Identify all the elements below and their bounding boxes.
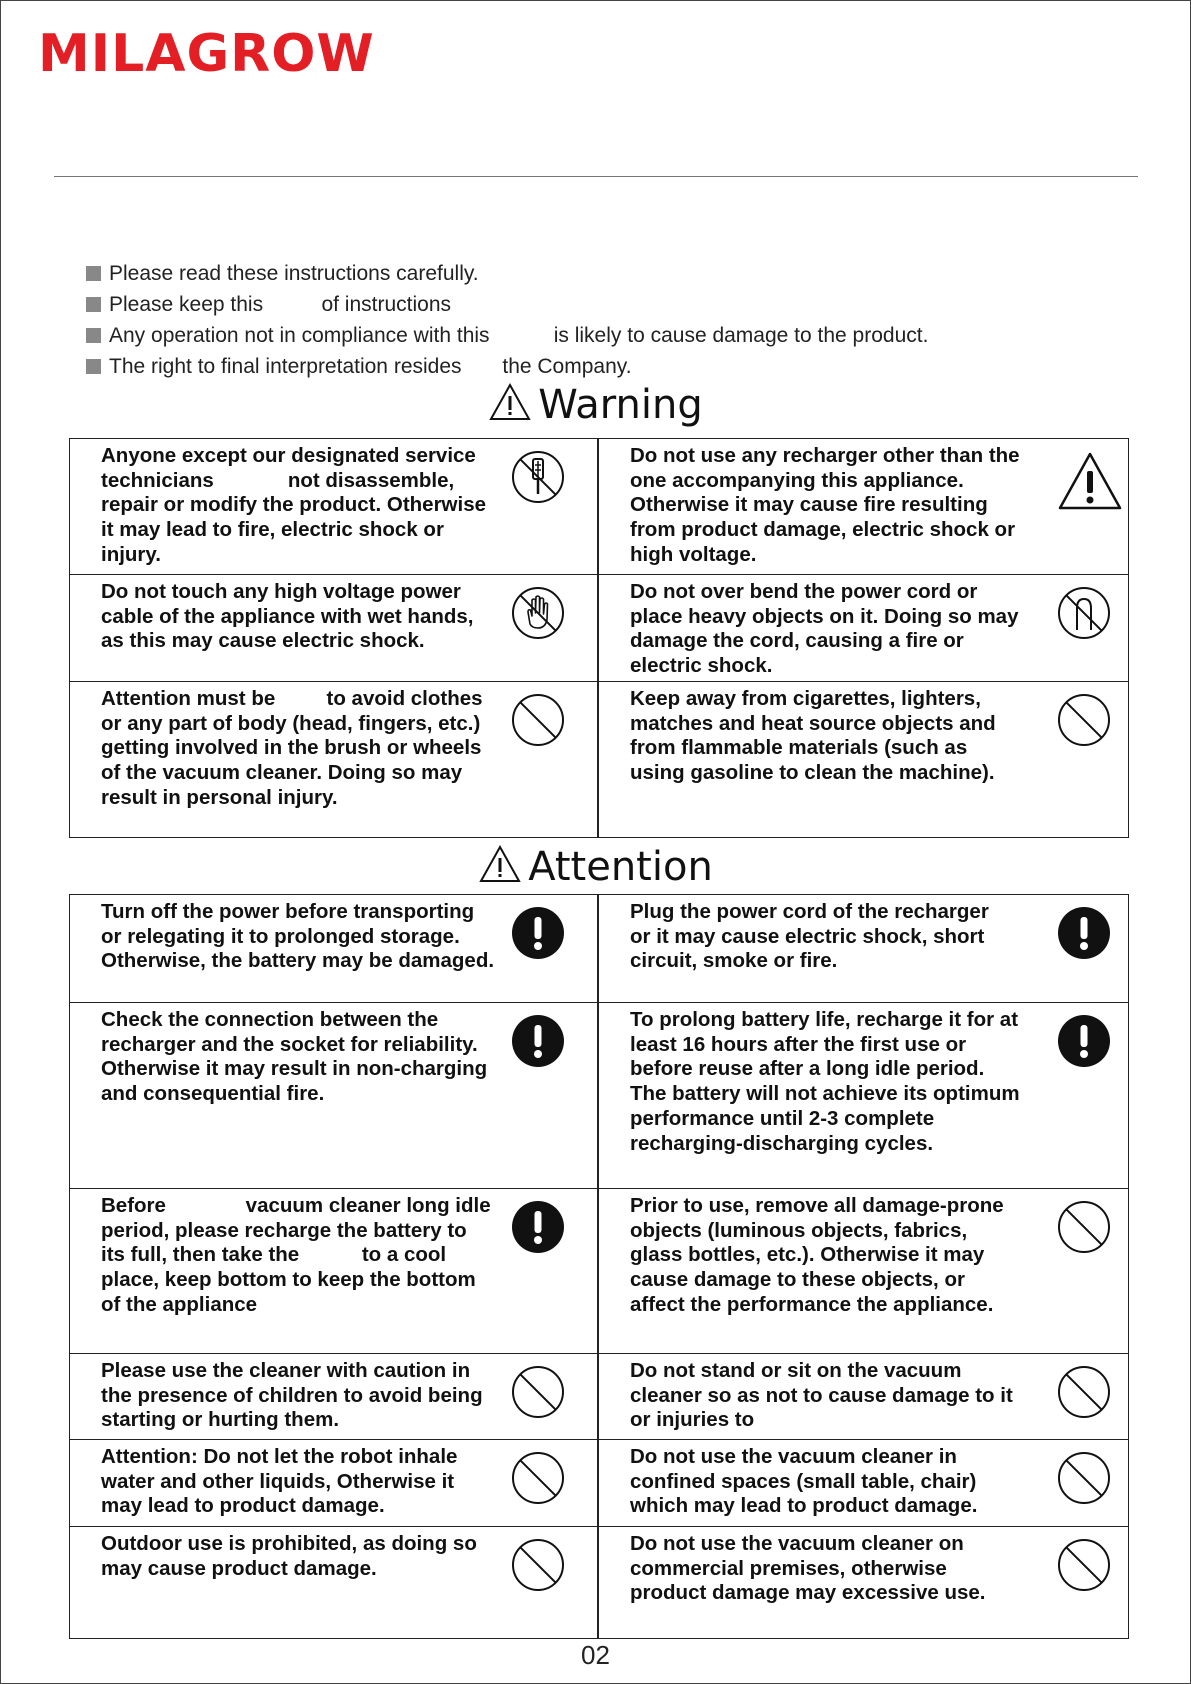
attention-row (70, 1439, 1128, 1526)
no-screwdriver-icon (511, 450, 565, 509)
attention-cell (70, 1440, 599, 1526)
warning-text: Do not touch any high voltage power cable of the appliance with wet hands, as this may cause electric shock. (101, 580, 480, 653)
warning-text: Keep away from cigarettes, lighters, matches and heat source objects and from flammable materials (such as using gasoline to clean the machine). (630, 687, 1002, 785)
note-text: Please keep this of instructions (109, 293, 451, 316)
warning-title: Warning (538, 382, 703, 428)
instruction-notes (86, 258, 928, 382)
prohibited-icon (511, 1365, 565, 1424)
attention-row (70, 1002, 1128, 1188)
attention-text: Attention: Do not let the robot inhale water and other liquids, Otherwise it may lead to product damage. (101, 1445, 464, 1518)
attention-text: Turn off the power before transporting or relegating it to prolonged storage. Otherwise, the battery may be damaged. (101, 900, 495, 973)
warning-table (69, 438, 1129, 838)
attention-cell (599, 1354, 1128, 1439)
warning-heading (0, 382, 1191, 428)
attention-row (70, 1188, 1128, 1353)
mandatory-icon (1057, 906, 1111, 965)
attention-cell (599, 895, 1128, 1002)
attention-cell (70, 1354, 599, 1439)
attention-cell (70, 895, 599, 1002)
brand-logo: MILAGROW (38, 24, 375, 84)
note-item (86, 289, 928, 320)
note-text: Please read these instructions carefully. (109, 262, 479, 285)
warning-cell (70, 682, 599, 837)
mandatory-icon (511, 1014, 565, 1073)
attention-cell (599, 1189, 1128, 1353)
bullet-square-icon (86, 328, 101, 343)
prohibited-icon (1057, 1538, 1111, 1597)
attention-row (70, 895, 1128, 1002)
mandatory-icon (1057, 1014, 1111, 1073)
bullet-square-icon (86, 297, 101, 312)
note-text: The right to final interpretation resides the Company. (109, 355, 632, 378)
mandatory-icon (511, 1200, 565, 1259)
prohibited-icon (511, 1451, 565, 1510)
prohibited-icon (1057, 1365, 1111, 1424)
warning-row (70, 574, 1128, 681)
warning-text: Do not use any recharger other than the one accompanying this appliance. Otherwise it may cause fire resulting from product damage, electric shock or high voltage. (630, 444, 1026, 566)
prohibited-icon (1057, 693, 1111, 752)
warning-row (70, 439, 1128, 574)
attention-text: Outdoor use is prohibited, as doing so may cause product damage. (101, 1532, 483, 1580)
warning-cell (70, 439, 599, 574)
attention-text: Check the connection between the recharger and the socket for reliability. Otherwise it may result in non-charging and consequential fire. (101, 1008, 493, 1106)
attention-text: Do not use the vacuum cleaner on commercial premises, otherwise product damage may excessive use. (630, 1532, 986, 1605)
page-number: 02 (581, 1640, 610, 1670)
attention-text: Do not use the vacuum cleaner in confined spaces (small table, chair) which may lead to product damage. (630, 1445, 983, 1518)
attention-cell (70, 1189, 599, 1353)
bullet-square-icon (86, 359, 101, 374)
attention-cell (70, 1003, 599, 1188)
attention-text: To prolong battery life, recharge it for at least 16 hours after the first use or before reuse after a long idle period. The battery will not achieve its optimum performance until 2-3 complete recharging-discharging cycles. (630, 1008, 1026, 1155)
warning-row (70, 681, 1128, 837)
warning-cell (70, 575, 599, 681)
warning-text: Attention must be to avoid clothes or any part of body (head, fingers, etc.) getting involved in the brush or wheels of the vacuum cleaner. Doing so may result in personal injury. (101, 687, 489, 809)
header-divider (54, 176, 1138, 177)
prohibited-icon (1057, 1451, 1111, 1510)
attention-cell (599, 1440, 1128, 1526)
caution-triangle-icon (1057, 451, 1123, 516)
warning-cell (599, 439, 1128, 574)
warning-text: Anyone except our designated service technicians not disassemble, repair or modify the product. Otherwise it may lead to fire, electric shock or injury. (101, 444, 492, 566)
no-bend-cord-icon (1057, 586, 1111, 645)
prohibited-icon (511, 693, 565, 752)
attention-text: Do not stand or sit on the vacuum cleaner so as not to cause damage to it or injuries to (630, 1359, 1019, 1432)
attention-heading (0, 844, 1191, 890)
warning-text: Do not over bend the power cord or place heavy objects on it. Doing so may damage the cord, causing a fire or electric shock. (630, 580, 1025, 678)
attention-cell (599, 1003, 1128, 1188)
attention-text: Before vacuum cleaner long idle period, please recharge the battery to its full, then take the to a cool place, keep bottom to keep the bottom of the appliance (101, 1194, 497, 1316)
warning-triangle-icon (488, 382, 532, 422)
warning-cell (599, 575, 1128, 681)
note-text: Any operation not in compliance with this is likely to cause damage to the product. (109, 324, 929, 347)
note-item (86, 320, 928, 351)
prohibited-icon (511, 1538, 565, 1597)
mandatory-icon (511, 906, 565, 965)
no-wet-hands-icon (511, 586, 565, 645)
attention-cell (70, 1527, 599, 1638)
warning-triangle-icon (478, 844, 522, 884)
prohibited-icon (1057, 1200, 1111, 1259)
note-item (86, 351, 928, 382)
attention-table (69, 894, 1129, 1639)
note-item (86, 258, 928, 289)
attention-row (70, 1353, 1128, 1439)
attention-text: Prior to use, remove all damage-prone objects (luminous objects, fabrics, glass bottles, etc.). Otherwise it may cause damage to these objects, or affect the performance the appliance. (630, 1194, 1010, 1316)
attention-cell (599, 1527, 1128, 1638)
warning-cell (599, 682, 1128, 837)
attention-title: Attention (528, 844, 713, 890)
attention-text: Plug the power cord of the recharger or it may cause electric shock, short circuit, smoke or fire. (630, 900, 1052, 973)
attention-row (70, 1526, 1128, 1638)
attention-text: Please use the cleaner with caution in the presence of children to avoid being starting or hurting them. (101, 1359, 489, 1432)
bullet-square-icon (86, 266, 101, 281)
